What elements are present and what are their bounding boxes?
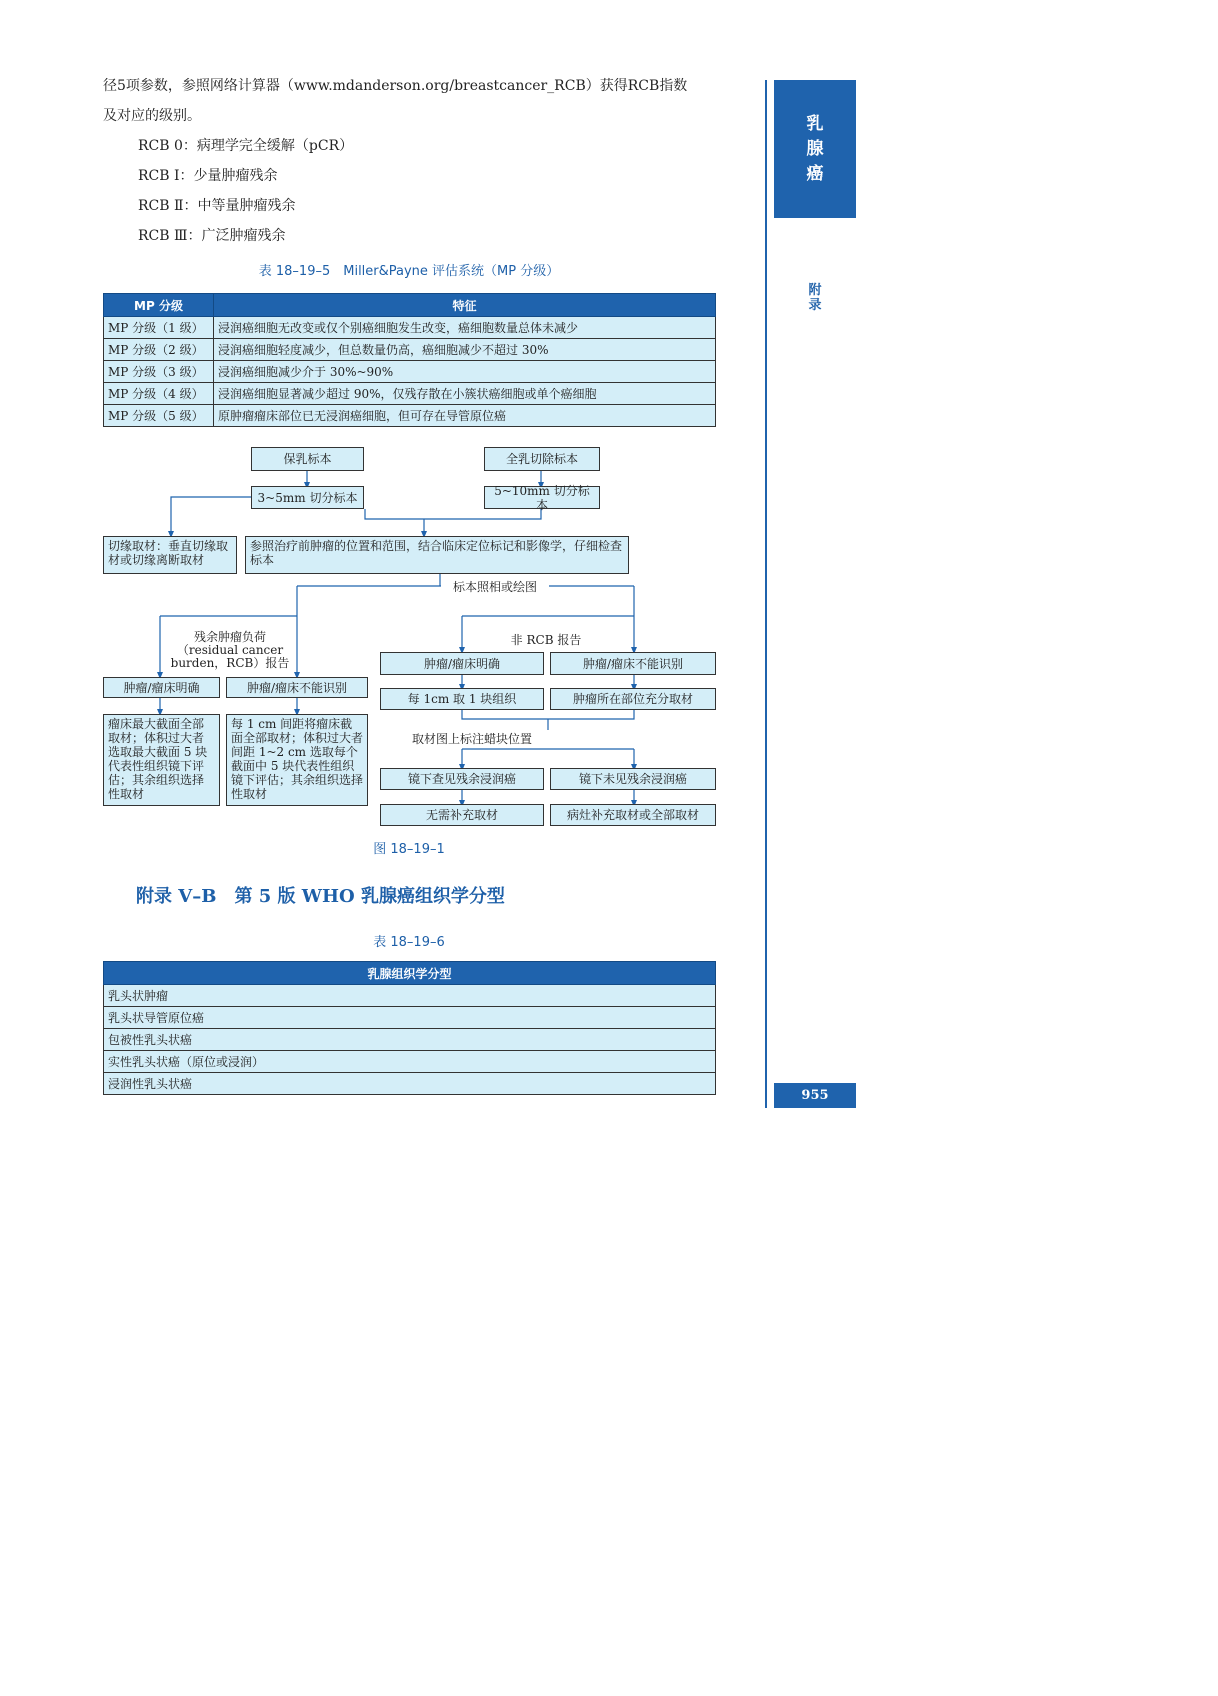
col-header-histology: 乳腺组织学分型	[104, 962, 716, 985]
mp-feature-cell: 浸润癌细胞显著减少超过 90%，仅残存散在小簇状癌细胞或单个癌细胞	[214, 383, 716, 405]
mp-grade-cell: MP 分级（4 级）	[104, 383, 214, 405]
appendix-heading: 附录 V–B 第 5 版 WHO 乳腺癌组织学分型	[136, 886, 505, 907]
appendix-tab	[774, 283, 856, 313]
appendix-tab-char: 录	[808, 298, 822, 313]
flow-box-baoru-specimen: 保乳标本	[251, 447, 364, 471]
flow-label-rcb-report: 残余肿瘤负荷（residual cancer burden，RCB）报告	[167, 631, 293, 670]
histology-cell: 实性乳头状癌（原位或浸润）	[104, 1051, 716, 1073]
mp-grade-cell: MP 分级（2 级）	[104, 339, 214, 361]
flow-box-margin-sampling: 切缘取材：垂直切缘取材或切缘离断取材	[103, 536, 237, 574]
mp-feature-cell: 原肿瘤瘤床部位已无浸润癌细胞，但可存在导管原位癌	[214, 405, 716, 427]
table-row	[104, 1051, 716, 1073]
mp-feature-cell: 浸润癌细胞无改变或仅个别癌细胞发生改变，癌细胞数量总体未减少	[214, 317, 716, 339]
mp-grade-cell: MP 分级（1 级）	[104, 317, 214, 339]
mp-grade-cell: MP 分级（3 级）	[104, 361, 214, 383]
flow-box-nonrcb-tumor-clear: 肿瘤/瘤床明确	[380, 652, 544, 675]
table-row	[104, 1007, 716, 1029]
histology-cell: 浸润性乳头状癌	[104, 1073, 716, 1095]
histology-cell: 包被性乳头状癌	[104, 1029, 716, 1051]
flow-box-per-cm: 每 1cm 取 1 块组织	[380, 688, 544, 710]
table-row	[104, 1073, 716, 1095]
histology-cell: 乳头状导管原位癌	[104, 1007, 716, 1029]
flow-label-mark-blocks: 取材图上标注蜡块位置	[398, 733, 546, 746]
flow-label-non-rcb: 非 RCB 报告	[508, 634, 584, 647]
table-row	[104, 985, 716, 1007]
table1-caption: 表 18–19–5 Miller&Payne 评估系统（MP 分级）	[258, 264, 560, 279]
col-header-mp: MP 分级	[104, 294, 214, 317]
chapter-tab-char: 癌	[806, 163, 824, 184]
flow-box-no-more-sampling: 无需补充取材	[380, 804, 544, 826]
histology-cell: 乳头状肿瘤	[104, 985, 716, 1007]
rcb-item-2: RCB Ⅱ：中等量肿瘤残余	[138, 198, 296, 214]
flow-box-cut-5-10mm: 5~10mm 切分标本	[484, 486, 600, 509]
rcb-item-3: RCB Ⅲ：广泛肿瘤残余	[138, 228, 286, 244]
flow-box-rcb-clear-detail: 瘤床最大截面全部取材；体积过大者选取最大截面 5 块代表性组织镜下评估；其余组织选择性取材	[103, 714, 220, 806]
flow-box-rcb-tumor-clear: 肿瘤/瘤床明确	[103, 677, 220, 698]
table2-caption: 表 18–19–6	[373, 935, 445, 950]
flow-box-supplement-sampling: 病灶补充取材或全部取材	[550, 804, 716, 826]
chapter-tab-char: 乳	[806, 113, 824, 134]
flow-box-mastectomy-specimen: 全乳切除标本	[484, 447, 600, 471]
appendix-tab-char: 附	[808, 283, 822, 298]
rcb-item-1: RCB Ⅰ：少量肿瘤残余	[138, 168, 278, 184]
table-row	[104, 1029, 716, 1051]
flow-box-rcb-unclear-detail: 每 1 cm 间距将瘤床截面全部取材；体积过大者间距 1~2 cm 选取每个截面中 5 块代表性组织镜下评估；其余组织选择性取材	[226, 714, 368, 806]
table-header-row	[104, 962, 716, 985]
mp-feature-cell: 浸润癌细胞轻度减少，但总数量仍高，癌细胞减少不超过 30%	[214, 339, 716, 361]
flow-box-rcb-tumor-unclear: 肿瘤/瘤床不能识别	[226, 677, 368, 698]
intro-line-1: 径5项参数，参照网络计算器（www.mdanderson.org/breastcancer_RCB）获得RCB指数	[103, 78, 688, 94]
flow-box-cut-3-5mm: 3~5mm 切分标本	[251, 486, 364, 509]
flow-label-photo: 标本照相或绘图	[441, 581, 549, 594]
flow-box-nonrcb-tumor-unclear: 肿瘤/瘤床不能识别	[550, 652, 716, 675]
rcb-item-0: RCB 0：病理学完全缓解（pCR）	[138, 138, 354, 154]
intro-line-2: 及对应的级别。	[103, 108, 201, 124]
flow-box-reference-examine: 参照治疗前肿瘤的位置和范围，结合临床定位标记和影像学，仔细检查标本	[245, 536, 629, 574]
flow-box-residual-not-seen: 镜下未见残余浸润癌	[550, 768, 716, 790]
col-header-feature: 特征	[214, 294, 716, 317]
mp-grade-cell: MP 分级（5 级）	[104, 405, 214, 427]
chapter-tab-char: 腺	[806, 138, 824, 159]
page-number: 955	[774, 1083, 856, 1108]
chapter-tab	[774, 80, 856, 218]
flow-box-residual-seen: 镜下查见残余浸润癌	[380, 768, 544, 790]
figure-caption: 图 18–19–1	[373, 842, 445, 857]
sidebar-divider	[765, 80, 767, 1108]
mp-feature-cell: 浸润癌细胞减少介于 30%~90%	[214, 361, 716, 383]
flow-box-sample-site: 肿瘤所在部位充分取材	[550, 688, 716, 710]
who-histology-table	[103, 961, 716, 1095]
